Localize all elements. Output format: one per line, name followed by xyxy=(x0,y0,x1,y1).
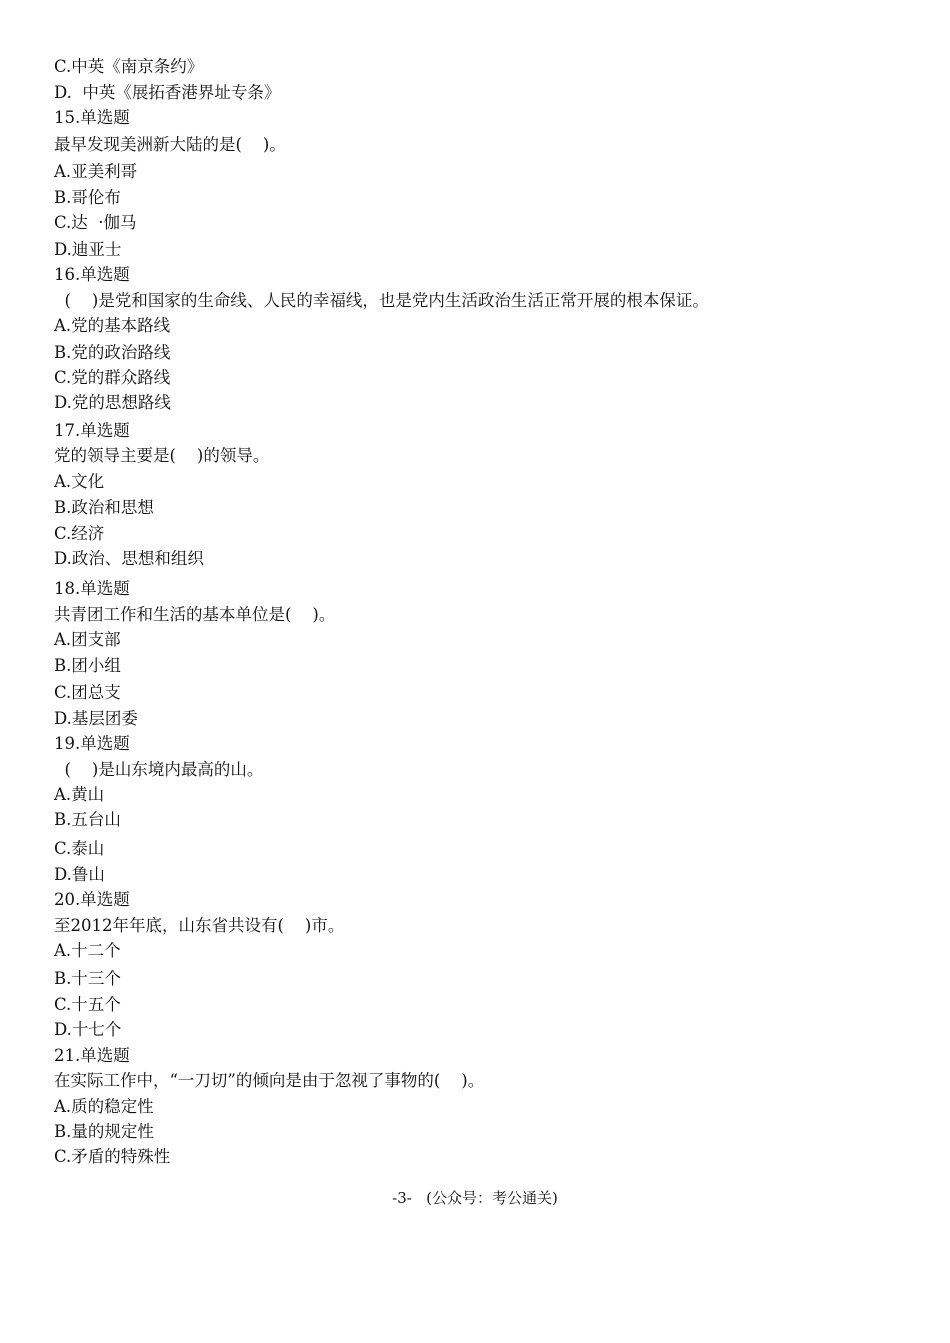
option-line: A.文化 xyxy=(54,472,105,491)
option-line: D.政治、思想和组织 xyxy=(54,549,204,568)
question-type: 16.单选题 xyxy=(54,265,130,284)
option-line: C.党的群众路线 xyxy=(54,368,171,387)
option-line: C.十五个 xyxy=(54,995,121,1014)
option-line: B.量的规定性 xyxy=(54,1122,154,1141)
option-line: C.矛盾的特殊性 xyxy=(54,1147,171,1166)
option-line: B.政治和思想 xyxy=(54,498,154,517)
option-line: A.亚美利哥 xyxy=(54,162,138,181)
option-line: C.泰山 xyxy=(54,839,105,858)
question-type: 18.单选题 xyxy=(54,579,130,598)
option-line: A.团支部 xyxy=(54,630,121,649)
question-text: ( )是山东境内最高的山。 xyxy=(54,760,264,779)
option-line: D.基层团委 xyxy=(54,709,138,728)
option-line: A.十二个 xyxy=(54,941,121,960)
question-text: 最早发现美洲新大陆的是( )。 xyxy=(54,135,286,154)
option-line: D.党的思想路线 xyxy=(54,393,171,412)
option-line: B.党的政治路线 xyxy=(54,343,171,362)
page-footer: -3- (公众号：考公通关) xyxy=(392,1189,558,1207)
question-text: 至2012年年底，山东省共设有( )市。 xyxy=(54,916,345,935)
option-line: D.十七个 xyxy=(54,1020,122,1039)
option-line: D. 中英《展拓香港界址专条》 xyxy=(54,83,281,102)
option-line: B.十三个 xyxy=(54,969,121,988)
option-line: C.达 ·伽马 xyxy=(54,213,137,232)
option-line: C.经济 xyxy=(54,524,105,543)
option-line: D.迪亚士 xyxy=(54,240,122,259)
option-line: A.黄山 xyxy=(54,785,105,804)
option-line: B.哥伦布 xyxy=(54,188,121,207)
question-text: 共青团工作和生活的基本单位是( )。 xyxy=(54,605,336,624)
question-text: 在实际工作中，“一刀切”的倾向是由于忽视了事物的( )。 xyxy=(54,1071,485,1090)
option-line: C.中英《南京条约》 xyxy=(54,57,204,76)
option-line: A.党的基本路线 xyxy=(54,316,171,335)
option-line: C.团总支 xyxy=(54,683,121,702)
question-type: 17.单选题 xyxy=(54,421,130,440)
question-text: ( )是党和国家的生命线、人民的幸福线，也是党内生活政治生活正常开展的根本保证。 xyxy=(54,291,709,310)
question-text: 党的领导主要是( )的领导。 xyxy=(54,446,270,465)
option-line: D.鲁山 xyxy=(54,865,105,884)
option-line: A.质的稳定性 xyxy=(54,1097,154,1116)
option-line: B.团小组 xyxy=(54,656,121,675)
option-line: B.五台山 xyxy=(54,810,121,829)
question-type: 20.单选题 xyxy=(54,890,130,909)
question-type: 21.单选题 xyxy=(54,1046,130,1065)
question-type: 15.单选题 xyxy=(54,108,130,127)
question-type: 19.单选题 xyxy=(54,734,130,753)
